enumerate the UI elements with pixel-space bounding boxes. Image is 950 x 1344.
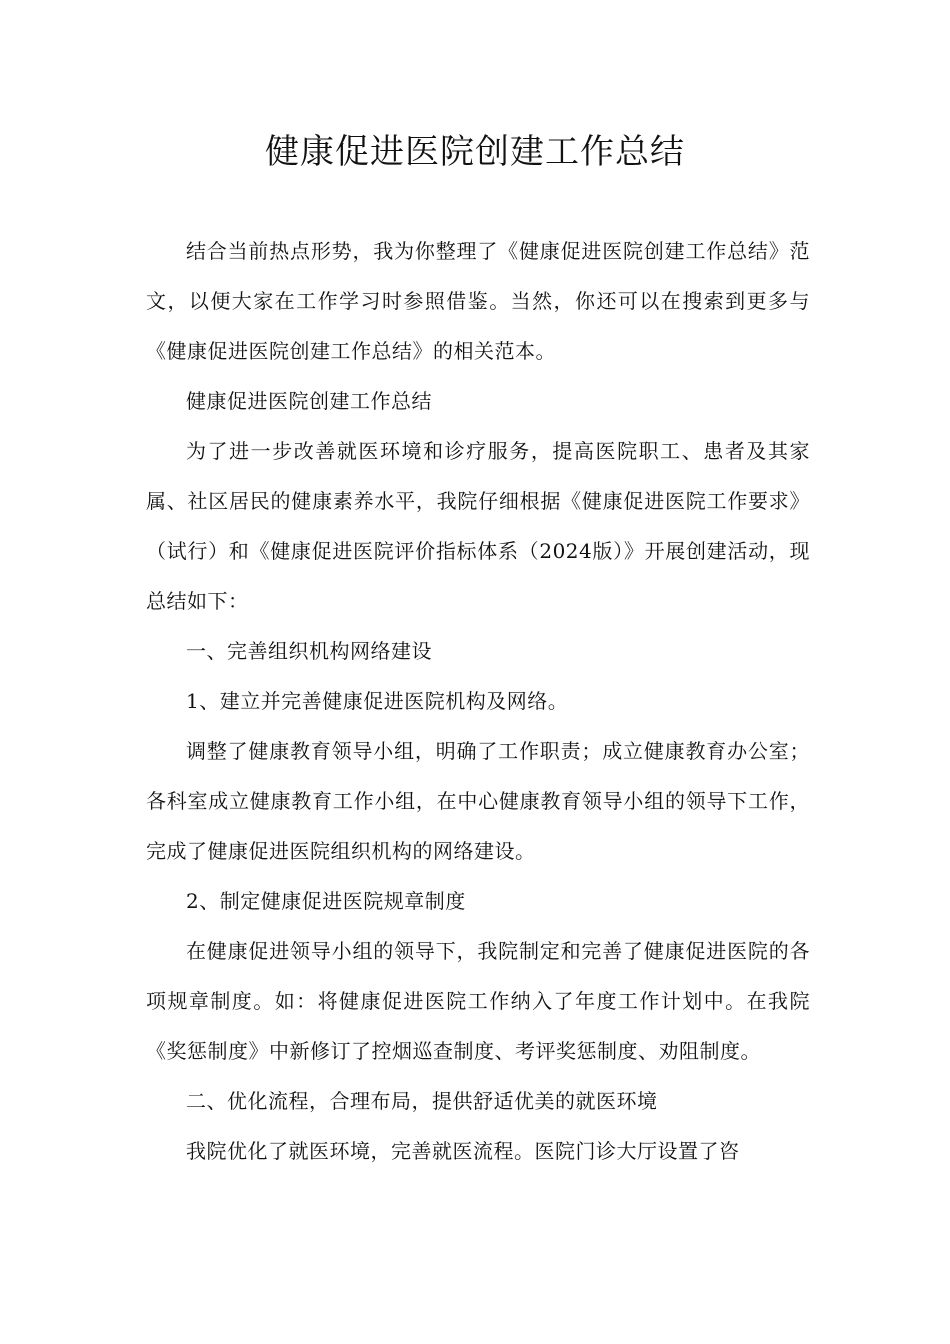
paragraph-environment: 我院优化了就医环境，完善就医流程。医院门诊大厅设置了咨 <box>186 1139 740 1163</box>
subsection-heading-1-1: 1、建立并完善健康促进医院机构及网络。 <box>186 689 569 713</box>
paragraph-purpose: 为了进一步改善就医环境和诊疗服务，提高医院职工、患者及其家属、社区居民的健康素养水平，我院仔细根据《健康促进医院工作要求》（试行）和《健康促进医院评价指标体系（2024版）》开展创建活动，现总结如下： <box>146 439 810 613</box>
paragraph-regulations: 在健康促进领导小组的领导下，我院制定和完善了健康促进医院的各项规章制度。如：将健康促进医院工作纳入了年度工作计划中。在我院《奖惩制度》中新修订了控烟巡查制度、考评奖惩制度、劝阻制度。 <box>146 939 810 1063</box>
subsection-heading-1-2: 2、制定健康促进医院规章制度 <box>186 889 466 913</box>
paragraph-subtitle: 健康促进医院创建工作总结 <box>186 389 432 413</box>
section-heading-1: 一、完善组织机构网络建设 <box>186 639 432 663</box>
paragraph-organization: 调整了健康教育领导小组，明确了工作职责；成立健康教育办公室；各科室成立健康教育工作小组，在中心健康教育领导小组的领导下工作，完成了健康促进医院组织机构的网络建设。 <box>146 739 810 863</box>
section-heading-2: 二、优化流程，合理布局，提供舒适优美的就医环境 <box>186 1089 658 1113</box>
document-body <box>146 226 810 1176</box>
paragraph-intro: 结合当前热点形势，我为你整理了《健康促进医院创建工作总结》范文，以便大家在工作学习时参照借鉴。当然，你还可以在搜索到更多与《健康促进医院创建工作总结》的相关范本。 <box>146 239 810 363</box>
document-title: 健康促进医院创建工作总结 <box>265 132 685 172</box>
